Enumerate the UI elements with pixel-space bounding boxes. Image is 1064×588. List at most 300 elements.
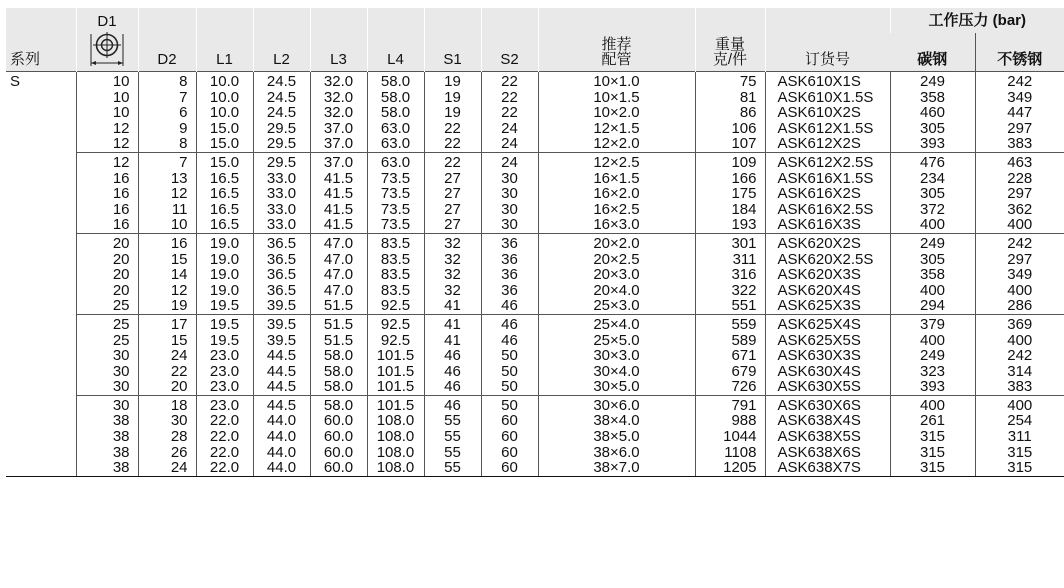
cell-l2: 33.0	[253, 217, 310, 233]
cell-weight: 988	[695, 413, 765, 429]
cell-l1: 19.0	[196, 252, 253, 268]
cell-recommended-pipe: 10×1.5	[538, 90, 695, 106]
cell-pressure-carbon-steel: 315	[890, 460, 975, 476]
cell-s2: 50	[481, 379, 538, 395]
cell-l1: 16.5	[196, 171, 253, 187]
cell-series	[6, 217, 76, 233]
cell-s2: 24	[481, 136, 538, 152]
cell-d2: 8	[138, 72, 196, 90]
cell-l4: 92.5	[367, 314, 424, 332]
cell-pressure-stainless-steel: 400	[975, 283, 1064, 299]
cell-pressure-carbon-steel: 393	[890, 136, 975, 152]
table-row	[6, 252, 1064, 268]
cell-s2: 50	[481, 395, 538, 413]
cell-weight: 1108	[695, 445, 765, 461]
cell-s1: 19	[424, 90, 481, 106]
cell-l4: 101.5	[367, 379, 424, 395]
cell-l4: 92.5	[367, 298, 424, 314]
cell-l3: 37.0	[310, 152, 367, 170]
cell-d1: 10	[76, 72, 138, 90]
cell-pressure-stainless-steel: 242	[975, 348, 1064, 364]
cell-pressure-carbon-steel: 249	[890, 348, 975, 364]
cell-s1: 46	[424, 379, 481, 395]
cell-l3: 58.0	[310, 364, 367, 380]
cell-d2: 16	[138, 233, 196, 251]
cell-l3: 32.0	[310, 90, 367, 106]
cell-l2: 33.0	[253, 171, 310, 187]
cell-l4: 58.0	[367, 90, 424, 106]
cell-pressure-stainless-steel: 242	[975, 72, 1064, 90]
cell-series	[6, 379, 76, 395]
cell-l3: 60.0	[310, 445, 367, 461]
cell-d2: 30	[138, 413, 196, 429]
cell-l4: 73.5	[367, 202, 424, 218]
cell-order-number: ASK616X2.5S	[765, 202, 890, 218]
table-row	[6, 314, 1064, 332]
cell-l2: 44.5	[253, 395, 310, 413]
cell-weight: 175	[695, 186, 765, 202]
cell-s2: 22	[481, 90, 538, 106]
cell-order-number: ASK625X4S	[765, 314, 890, 332]
cell-d1: 10	[76, 90, 138, 106]
cell-order-number: ASK610X2S	[765, 105, 890, 121]
table-row	[6, 171, 1064, 187]
cell-s1: 41	[424, 333, 481, 349]
cell-l1: 16.5	[196, 186, 253, 202]
cell-order-number: ASK616X1.5S	[765, 171, 890, 187]
cell-weight: 301	[695, 233, 765, 251]
cell-d1: 25	[76, 314, 138, 332]
cell-s2: 22	[481, 72, 538, 90]
cell-d1: 30	[76, 395, 138, 413]
cell-l1: 10.0	[196, 72, 253, 90]
cell-l4: 83.5	[367, 252, 424, 268]
cell-s2: 36	[481, 233, 538, 251]
cell-l2: 36.5	[253, 267, 310, 283]
cell-s1: 32	[424, 233, 481, 251]
header-carbon-steel: 碳钢	[890, 33, 975, 72]
table-row	[6, 105, 1064, 121]
cell-l1: 10.0	[196, 90, 253, 106]
table-row	[6, 186, 1064, 202]
cell-d1: 20	[76, 267, 138, 283]
cell-s2: 30	[481, 202, 538, 218]
cell-l2: 29.5	[253, 152, 310, 170]
table-row	[6, 429, 1064, 445]
cell-l2: 36.5	[253, 252, 310, 268]
header-l3: L3	[310, 8, 367, 72]
cell-l2: 33.0	[253, 186, 310, 202]
cell-recommended-pipe: 12×1.5	[538, 121, 695, 137]
table-row	[6, 233, 1064, 251]
table-row	[6, 413, 1064, 429]
cell-recommended-pipe: 16×2.0	[538, 186, 695, 202]
cell-series	[6, 429, 76, 445]
cell-weight: 791	[695, 395, 765, 413]
cell-l4: 58.0	[367, 72, 424, 90]
cell-recommended-pipe: 10×1.0	[538, 72, 695, 90]
cell-s2: 50	[481, 348, 538, 364]
cell-pressure-carbon-steel: 315	[890, 429, 975, 445]
table-body	[6, 72, 1064, 477]
cell-recommended-pipe: 20×2.5	[538, 252, 695, 268]
cell-l3: 41.5	[310, 202, 367, 218]
cell-d2: 24	[138, 348, 196, 364]
cell-l3: 60.0	[310, 429, 367, 445]
cell-l4: 58.0	[367, 105, 424, 121]
cell-l2: 36.5	[253, 283, 310, 299]
cell-d2: 13	[138, 171, 196, 187]
cell-weight: 311	[695, 252, 765, 268]
header-l2: L2	[253, 8, 310, 72]
cell-pressure-carbon-steel: 460	[890, 105, 975, 121]
cell-d2: 9	[138, 121, 196, 137]
cell-l4: 108.0	[367, 445, 424, 461]
cell-series	[6, 364, 76, 380]
cell-series	[6, 333, 76, 349]
cell-s2: 60	[481, 429, 538, 445]
cell-s2: 46	[481, 314, 538, 332]
cell-s1: 46	[424, 348, 481, 364]
cell-series	[6, 252, 76, 268]
cell-l4: 101.5	[367, 395, 424, 413]
table-row	[6, 121, 1064, 137]
cell-s2: 24	[481, 152, 538, 170]
cell-pressure-stainless-steel: 349	[975, 90, 1064, 106]
table-row	[6, 136, 1064, 152]
cell-d1: 20	[76, 252, 138, 268]
cell-series	[6, 348, 76, 364]
cell-l1: 22.0	[196, 445, 253, 461]
cell-l2: 44.0	[253, 429, 310, 445]
cell-weight: 86	[695, 105, 765, 121]
cell-d1: 20	[76, 233, 138, 251]
cell-s2: 30	[481, 186, 538, 202]
cell-l2: 29.5	[253, 136, 310, 152]
header-s1: S1	[424, 8, 481, 72]
cell-weight: 106	[695, 121, 765, 137]
cell-l3: 58.0	[310, 379, 367, 395]
cell-pressure-carbon-steel: 400	[890, 283, 975, 299]
cell-l2: 39.5	[253, 314, 310, 332]
cell-pressure-carbon-steel: 305	[890, 121, 975, 137]
cell-l1: 19.0	[196, 233, 253, 251]
cell-recommended-pipe: 30×5.0	[538, 379, 695, 395]
cell-l3: 60.0	[310, 460, 367, 476]
cell-pressure-carbon-steel: 323	[890, 364, 975, 380]
cell-l4: 83.5	[367, 267, 424, 283]
cell-d1: 38	[76, 429, 138, 445]
cell-s1: 55	[424, 429, 481, 445]
table-row	[6, 379, 1064, 395]
cell-s1: 32	[424, 267, 481, 283]
cell-d2: 10	[138, 217, 196, 233]
cell-l4: 73.5	[367, 171, 424, 187]
cell-weight: 559	[695, 314, 765, 332]
cell-weight: 109	[695, 152, 765, 170]
fitting-spec-table-container	[6, 8, 1043, 477]
cell-d2: 24	[138, 460, 196, 476]
cell-l2: 36.5	[253, 233, 310, 251]
cell-d1: 12	[76, 121, 138, 137]
cell-d1: 38	[76, 445, 138, 461]
cell-order-number: ASK612X2S	[765, 136, 890, 152]
cell-weight: 107	[695, 136, 765, 152]
header-d2: D2	[138, 8, 196, 72]
cell-l1: 16.5	[196, 202, 253, 218]
cell-pressure-stainless-steel: 349	[975, 267, 1064, 283]
cell-pressure-stainless-steel: 311	[975, 429, 1064, 445]
cell-l2: 44.0	[253, 413, 310, 429]
cell-recommended-pipe: 20×4.0	[538, 283, 695, 299]
cell-weight: 166	[695, 171, 765, 187]
cell-l1: 22.0	[196, 460, 253, 476]
cell-pressure-stainless-steel: 400	[975, 395, 1064, 413]
cell-series	[6, 298, 76, 314]
cell-s1: 55	[424, 460, 481, 476]
cell-d2: 17	[138, 314, 196, 332]
cell-l2: 39.5	[253, 298, 310, 314]
cell-l4: 83.5	[367, 283, 424, 299]
cell-d1: 16	[76, 171, 138, 187]
cell-l3: 51.5	[310, 298, 367, 314]
cell-weight: 75	[695, 72, 765, 90]
cell-l3: 41.5	[310, 217, 367, 233]
cell-s1: 46	[424, 395, 481, 413]
cell-s1: 19	[424, 72, 481, 90]
cell-s2: 30	[481, 171, 538, 187]
cell-l3: 60.0	[310, 413, 367, 429]
cell-weight: 184	[695, 202, 765, 218]
cell-pressure-carbon-steel: 393	[890, 379, 975, 395]
cell-s1: 55	[424, 445, 481, 461]
cell-s2: 60	[481, 460, 538, 476]
cell-recommended-pipe: 12×2.5	[538, 152, 695, 170]
cell-pressure-carbon-steel: 400	[890, 217, 975, 233]
cell-l3: 37.0	[310, 136, 367, 152]
cell-l3: 32.0	[310, 105, 367, 121]
header-d1-label: D1	[97, 13, 117, 31]
cell-pressure-stainless-steel: 286	[975, 298, 1064, 314]
cell-pressure-stainless-steel: 315	[975, 445, 1064, 461]
cell-d2: 12	[138, 186, 196, 202]
table-row	[6, 72, 1064, 90]
table-row	[6, 283, 1064, 299]
cell-l1: 19.5	[196, 314, 253, 332]
cell-order-number: ASK620X4S	[765, 283, 890, 299]
header-recommended-pipe-line1: 推荐	[601, 35, 632, 53]
cell-s1: 27	[424, 202, 481, 218]
cell-l1: 22.0	[196, 429, 253, 445]
cell-pressure-stainless-steel: 400	[975, 217, 1064, 233]
cell-d2: 22	[138, 364, 196, 380]
cell-pressure-stainless-steel: 297	[975, 121, 1064, 137]
header-d1	[76, 8, 138, 72]
cell-d1: 38	[76, 460, 138, 476]
cell-pressure-stainless-steel: 383	[975, 136, 1064, 152]
cell-pressure-carbon-steel: 294	[890, 298, 975, 314]
cell-s2: 36	[481, 283, 538, 299]
cell-pressure-carbon-steel: 249	[890, 233, 975, 251]
cell-l3: 47.0	[310, 233, 367, 251]
cell-l4: 73.5	[367, 217, 424, 233]
cell-l2: 39.5	[253, 333, 310, 349]
cell-s1: 22	[424, 152, 481, 170]
cell-s1: 32	[424, 283, 481, 299]
cell-s1: 27	[424, 171, 481, 187]
cell-recommended-pipe: 10×2.0	[538, 105, 695, 121]
cell-d2: 11	[138, 202, 196, 218]
cell-d1: 16	[76, 202, 138, 218]
cell-pressure-carbon-steel: 358	[890, 90, 975, 106]
cell-pressure-carbon-steel: 315	[890, 445, 975, 461]
cell-d2: 12	[138, 283, 196, 299]
cell-l4: 108.0	[367, 460, 424, 476]
cell-weight: 1044	[695, 429, 765, 445]
cell-l3: 32.0	[310, 72, 367, 90]
cell-s2: 30	[481, 217, 538, 233]
cell-order-number: ASK612X1.5S	[765, 121, 890, 137]
cell-s2: 22	[481, 105, 538, 121]
cell-s1: 19	[424, 105, 481, 121]
table-row	[6, 364, 1064, 380]
cell-pressure-carbon-steel: 261	[890, 413, 975, 429]
table-row	[6, 202, 1064, 218]
cell-l4: 83.5	[367, 233, 424, 251]
cell-l1: 15.0	[196, 152, 253, 170]
cell-pressure-stainless-steel: 400	[975, 333, 1064, 349]
cell-l2: 29.5	[253, 121, 310, 137]
cell-d1: 20	[76, 283, 138, 299]
cell-d2: 15	[138, 333, 196, 349]
cell-d1: 25	[76, 298, 138, 314]
cell-recommended-pipe: 16×1.5	[538, 171, 695, 187]
header-order-number: 订货号	[765, 8, 890, 72]
cell-weight: 316	[695, 267, 765, 283]
cell-pressure-stainless-steel: 447	[975, 105, 1064, 121]
cell-order-number: ASK616X2S	[765, 186, 890, 202]
cell-d1: 16	[76, 217, 138, 233]
cell-l3: 37.0	[310, 121, 367, 137]
cell-weight: 81	[695, 90, 765, 106]
cell-s1: 41	[424, 314, 481, 332]
cell-order-number: ASK630X4S	[765, 364, 890, 380]
cell-l4: 63.0	[367, 121, 424, 137]
cell-l1: 19.0	[196, 267, 253, 283]
cell-s1: 55	[424, 413, 481, 429]
cell-d2: 20	[138, 379, 196, 395]
cell-recommended-pipe: 20×2.0	[538, 233, 695, 251]
cell-series	[6, 314, 76, 332]
cell-l1: 19.5	[196, 333, 253, 349]
cell-s1: 32	[424, 252, 481, 268]
cell-series	[6, 171, 76, 187]
cell-pressure-carbon-steel: 249	[890, 72, 975, 90]
cell-pressure-carbon-steel: 305	[890, 252, 975, 268]
cell-recommended-pipe: 38×4.0	[538, 413, 695, 429]
cell-pressure-stainless-steel: 228	[975, 171, 1064, 187]
cell-d2: 15	[138, 252, 196, 268]
cell-pressure-carbon-steel: 305	[890, 186, 975, 202]
cell-series	[6, 395, 76, 413]
cell-l4: 92.5	[367, 333, 424, 349]
cell-order-number: ASK630X5S	[765, 379, 890, 395]
cell-order-number: ASK630X3S	[765, 348, 890, 364]
cell-pressure-stainless-steel: 315	[975, 460, 1064, 476]
cell-l1: 15.0	[196, 136, 253, 152]
cell-weight: 671	[695, 348, 765, 364]
cell-order-number: ASK612X2.5S	[765, 152, 890, 170]
cell-series	[6, 267, 76, 283]
header-weight-line2: 克/件	[712, 51, 748, 69]
cell-order-number: ASK638X5S	[765, 429, 890, 445]
cell-l2: 44.0	[253, 460, 310, 476]
cell-pressure-carbon-steel: 400	[890, 395, 975, 413]
cell-s2: 24	[481, 121, 538, 137]
table-row	[6, 298, 1064, 314]
cell-d2: 8	[138, 136, 196, 152]
cell-series	[6, 283, 76, 299]
cell-s2: 46	[481, 333, 538, 349]
cell-recommended-pipe: 38×7.0	[538, 460, 695, 476]
cell-order-number: ASK638X6S	[765, 445, 890, 461]
cell-l4: 101.5	[367, 364, 424, 380]
cell-d1: 25	[76, 333, 138, 349]
cell-order-number: ASK638X4S	[765, 413, 890, 429]
cell-pressure-stainless-steel: 362	[975, 202, 1064, 218]
cell-pressure-carbon-steel: 400	[890, 333, 975, 349]
cell-l4: 63.0	[367, 136, 424, 152]
cell-series	[6, 152, 76, 170]
cell-d2: 14	[138, 267, 196, 283]
cell-series	[6, 233, 76, 251]
header-s2: S2	[481, 8, 538, 72]
cell-s2: 50	[481, 364, 538, 380]
cell-series	[6, 186, 76, 202]
cell-s2: 60	[481, 445, 538, 461]
cell-l4: 108.0	[367, 429, 424, 445]
cell-s1: 27	[424, 186, 481, 202]
cell-l3: 47.0	[310, 267, 367, 283]
table-row	[6, 395, 1064, 413]
cell-recommended-pipe: 25×4.0	[538, 314, 695, 332]
header-working-pressure: 工作压力 (bar)	[890, 8, 1064, 33]
cell-pressure-stainless-steel: 383	[975, 379, 1064, 395]
header-stainless-steel: 不锈钢	[975, 33, 1064, 72]
cell-d2: 28	[138, 429, 196, 445]
table-row	[6, 445, 1064, 461]
cell-d1: 12	[76, 136, 138, 152]
cell-d2: 18	[138, 395, 196, 413]
cell-weight: 679	[695, 364, 765, 380]
cell-recommended-pipe: 20×3.0	[538, 267, 695, 283]
table-row	[6, 348, 1064, 364]
cell-pressure-stainless-steel: 369	[975, 314, 1064, 332]
fitting-spec-table	[6, 8, 1064, 477]
header-weight	[695, 8, 765, 72]
cell-l2: 24.5	[253, 72, 310, 90]
cell-l3: 51.5	[310, 333, 367, 349]
cell-order-number: ASK638X7S	[765, 460, 890, 476]
cell-l1: 10.0	[196, 105, 253, 121]
cell-series	[6, 121, 76, 137]
cell-l3: 58.0	[310, 348, 367, 364]
cell-d1: 16	[76, 186, 138, 202]
cell-order-number: ASK616X3S	[765, 217, 890, 233]
cell-weight: 322	[695, 283, 765, 299]
table-row	[6, 90, 1064, 106]
cell-l1: 22.0	[196, 413, 253, 429]
